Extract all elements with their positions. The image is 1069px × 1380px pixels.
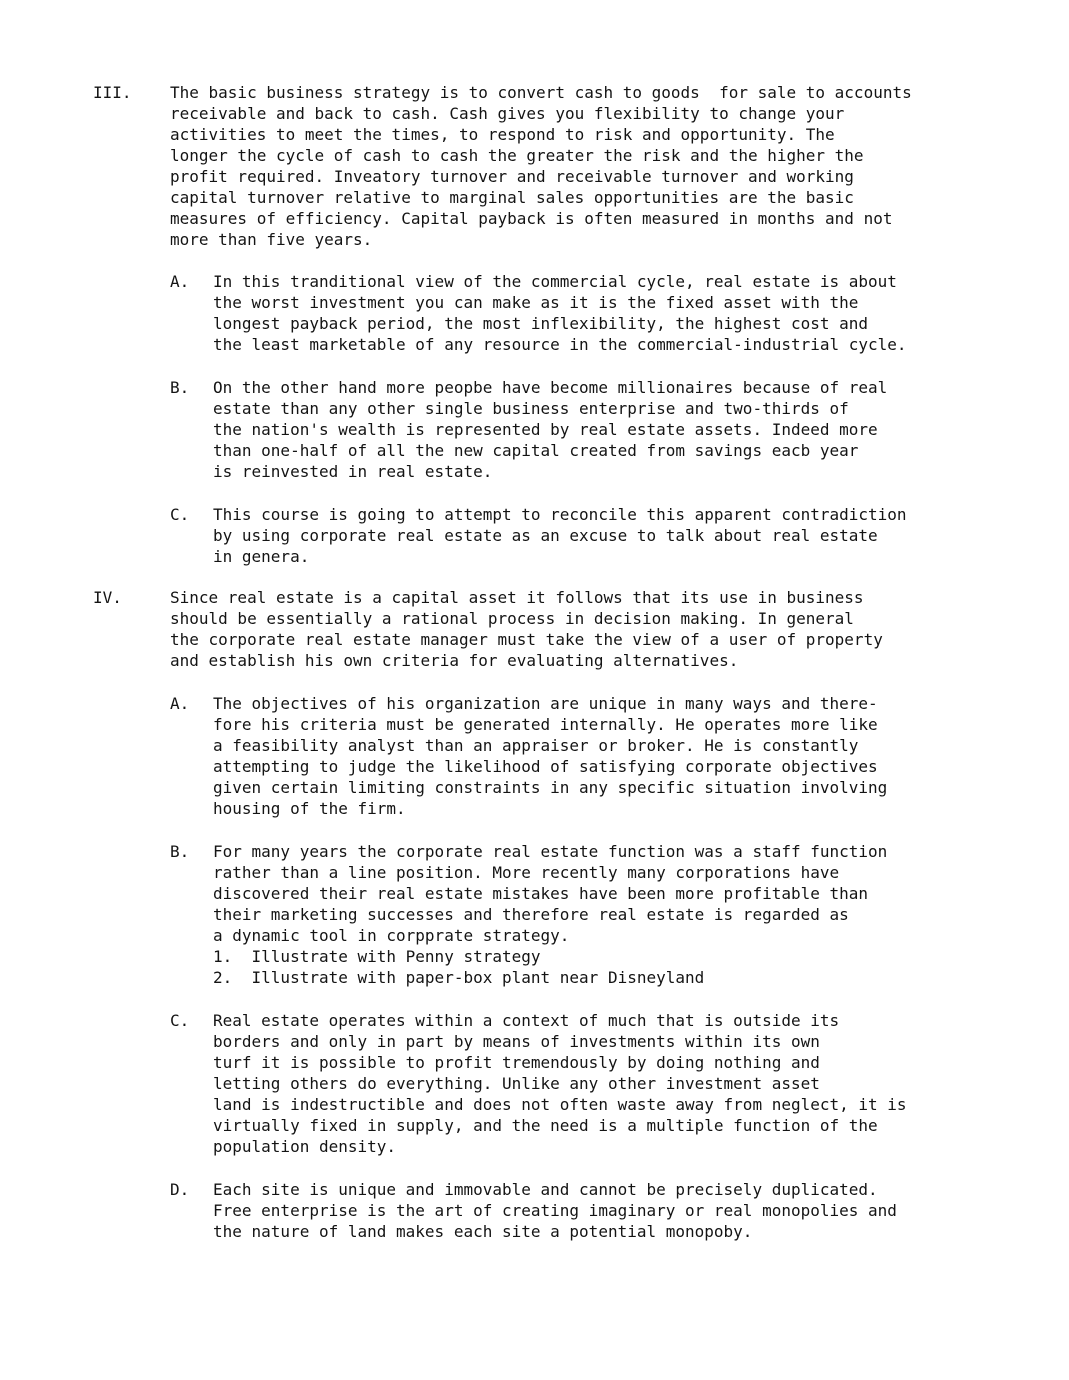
numbered-item: 2. Illustrate with paper-box plant near Disneyland [213,968,705,987]
text-line: On the other hand more peopbe have become millionaires because of real [213,378,888,397]
text-line: the corporate real estate manager must take the view of a user of property [170,630,883,649]
text-line: Since real estate is a capital asset it follows that its use in business [170,588,864,607]
text-line: fore his criteria must be generated internally. He operates more like [213,715,878,734]
text-line: The basic business strategy is to convert cash to goods for sale to accounts [170,83,912,102]
text-line: their marketing successes and therefore real estate is regarded as [213,905,849,924]
section-numeral: III. [93,83,132,102]
numbered-item: 1. Illustrate with Penny strategy [213,947,541,966]
text-line: longer the cycle of cash to cash the greater the risk and the higher the [170,146,864,165]
section-body [170,82,912,250]
text-line: capital turnover relative to marginal sales opportunities are the basic [170,188,854,207]
text-line: profit required. Inveatory turnover and receivable turnover and working [170,167,854,186]
text-line: land is indestructible and does not often waste away from neglect, it is [213,1095,907,1114]
text-line: more than five years. [170,230,373,249]
text-line: Free enterprise is the art of creating imaginary or real monopolies and [213,1201,897,1220]
text-line: Real estate operates within a context of much that is outside its [213,1011,840,1030]
subsection-letter: B. [170,842,190,861]
text-line: rather than a line position. More recently many corporations have [213,863,840,882]
text-line: activities to meet the times, to respond to risk and opportunity. The [170,125,835,144]
subsection-body [213,377,887,482]
subsection-letter: B. [170,378,190,397]
text-line: given certain limiting constraints in any specific situation involving [213,778,888,797]
subsection-body [213,1010,907,1157]
text-line: For many years the corporate real estate function was a staff function [213,842,888,861]
text-line: should be essentially a rational process in decision making. In general [170,609,854,628]
subsection-letter: A. [170,272,190,291]
text-line: attempting to judge the likelihood of satisfying corporate objectives [213,757,878,776]
text-line: the nature of land makes each site a potential monopoby. [213,1222,753,1241]
text-line: virtually fixed in supply, and the need is a multiple function of the [213,1116,878,1135]
subsection-letter: A. [170,694,190,713]
subsection-body [213,504,907,567]
subsection-letter: C. [170,1011,190,1030]
text-line: discovered their real estate mistakes have been more profitable than [213,884,869,903]
subsection-letter: C. [170,505,190,524]
text-line: in genera. [213,547,310,566]
text-line: estate than any other single business enterprise and two-thirds of [213,399,849,418]
text-line: letting others do everything. Unlike any other investment asset [213,1074,820,1093]
subsection-body [213,1179,897,1242]
subsection-body [213,841,887,988]
section-body [170,587,883,671]
text-line: a dynamic tool in corpprate strategy. [213,926,570,945]
text-line: longest payback period, the most inflexibility, the highest cost and [213,314,869,333]
subsection-body [213,693,887,819]
subsection-body [213,271,907,355]
text-line: turf it is possible to profit tremendously by doing nothing and [213,1053,820,1072]
subsection-letter: D. [170,1180,190,1199]
text-line: than one-half of all the new capital created from savings eacb year [213,441,859,460]
text-line: by using corporate real estate as an excuse to talk about real estate [213,526,878,545]
text-line: measures of efficiency. Capital payback is often measured in months and not [170,209,893,228]
text-line: a feasibility analyst than an appraiser or broker. He is constantly [213,736,859,755]
text-line: the worst investment you can make as it is the fixed asset with the [213,293,859,312]
text-line: population density. [213,1137,397,1156]
text-line: The objectives of his organization are unique in many ways and there- [213,694,878,713]
text-line: is reinvested in real estate. [213,462,493,481]
text-line: housing of the firm. [213,799,406,818]
text-line: the least marketable of any resource in the commercial-industrial cycle. [213,335,907,354]
section-numeral: IV. [93,588,122,607]
text-line: and establish his own criteria for evaluating alternatives. [170,651,739,670]
text-line: receivable and back to cash. Cash gives you flexibility to change your [170,104,845,123]
text-line: the nation's wealth is represented by real estate assets. Indeed more [213,420,878,439]
text-line: This course is going to attempt to reconcile this apparent contradiction [213,505,907,524]
text-line: borders and only in part by means of investments within its own [213,1032,820,1051]
text-line: Each site is unique and immovable and cannot be precisely duplicated. [213,1180,878,1199]
text-line: In this tranditional view of the commercial cycle, real estate is about [213,272,897,291]
